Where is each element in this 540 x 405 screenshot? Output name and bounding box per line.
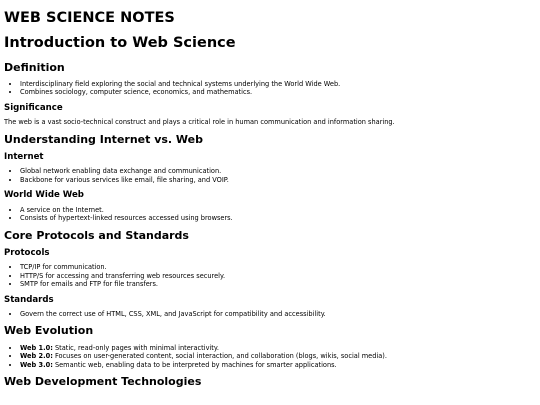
list-item (20, 361, 536, 370)
list-item: • TCP/IP for communication. (20, 263, 536, 272)
standards-list (4, 310, 536, 319)
list-item: • Backbone for various services like email, file sharing, and VOIP. (20, 176, 536, 185)
definition-list (4, 80, 536, 97)
intro-heading: Introduction to Web Science (4, 35, 236, 52)
web-version-text: Focuses on user-generated content, social interaction, and collaboration (blogs, wikis, social media). (52, 352, 387, 361)
list-item: • Combines sociology, computer science, economics, and mathematics. (20, 88, 536, 97)
significance-paragraph: The web is a vast socio-technical construct and plays a critical role in human communication and information sharing. (4, 118, 395, 127)
significance-heading: Significance (4, 102, 63, 113)
list-item (20, 344, 536, 353)
web-version-label: Web 2.0: (20, 352, 53, 361)
document-title: WEB SCIENCE NOTES (4, 10, 175, 26)
list-item: • Interdisciplinary field exploring the social and technical systems underlying the World Wide Web. (20, 80, 536, 89)
web-dev-tech-heading: Web Development Technologies (4, 375, 202, 389)
web-version-text: Static, read-only pages with minimal interactivity. (52, 343, 219, 352)
www-heading: World Wide Web (4, 190, 84, 201)
internet-list (4, 167, 536, 184)
protocols-heading: Protocols (4, 247, 50, 258)
list-item (20, 352, 536, 361)
web-version-label: Web 3.0: (20, 360, 53, 369)
list-item: • Govern the correct use of HTML, CSS, XML, and JavaScript for compatibility and accessibility. (20, 310, 536, 319)
internet-vs-web-heading: Understanding Internet vs. Web (4, 132, 204, 146)
internet-heading: Internet (4, 151, 44, 162)
list-item: • A service on the Internet. (20, 206, 536, 215)
www-list (4, 206, 536, 223)
definition-heading: Definition (4, 60, 65, 74)
web-evolution-list (4, 344, 536, 370)
web-version-text: Semantic web, enabling data to be interpreted by machines for smarter applications. (52, 360, 337, 369)
list-item: • SMTP for emails and FTP for file transfers. (20, 280, 536, 289)
protocols-list (4, 263, 536, 289)
list-item: • HTTP/S for accessing and transferring web resources securely. (20, 272, 536, 281)
protocols-section-heading: Core Protocols and Standards (4, 228, 189, 242)
list-item: • Global network enabling data exchange and communication. (20, 167, 536, 176)
list-item: • Consists of hypertext-linked resources accessed using browsers. (20, 214, 536, 223)
standards-heading: Standards (4, 294, 54, 305)
web-evolution-heading: Web Evolution (4, 324, 94, 338)
web-version-label: Web 1.0: (20, 343, 53, 352)
